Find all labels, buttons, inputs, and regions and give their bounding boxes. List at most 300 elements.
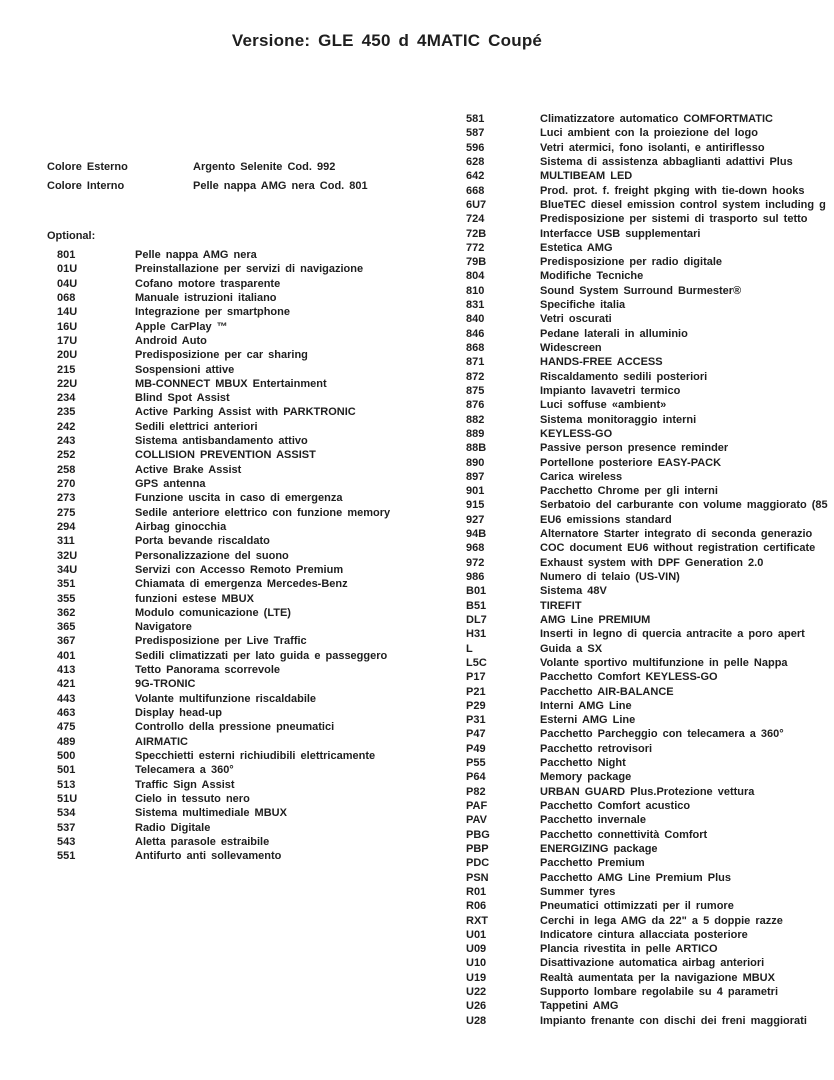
option-description: Inserti in legno di quercia antracite a poro apert <box>540 628 805 641</box>
option-code: U09 <box>466 943 487 956</box>
option-description: Tappetini AMG <box>540 1000 619 1013</box>
option-description: Pacchetto AIR-BALANCE <box>540 685 674 698</box>
option-code: 872 <box>466 370 485 383</box>
option-row <box>466 485 826 499</box>
option-row <box>466 714 826 728</box>
color-interno-row <box>47 180 368 199</box>
option-code: PBG <box>466 828 490 841</box>
option-row <box>466 800 826 814</box>
option-row <box>57 607 457 621</box>
option-code: 413 <box>57 664 76 677</box>
option-description: Manuale istruzioni italiano <box>135 291 277 304</box>
option-row <box>57 378 457 392</box>
option-description: Pacchetto Comfort acustico <box>540 800 691 812</box>
option-row <box>466 170 826 184</box>
option-description: Pelle nappa AMG nera <box>135 249 257 261</box>
option-description: Pacchetto Comfort KEYLESS-GO <box>540 671 718 684</box>
option-row <box>466 127 826 141</box>
option-code: 537 <box>57 821 76 834</box>
option-description: Sedili elettrici anteriori <box>135 420 258 433</box>
option-row <box>466 643 826 657</box>
color-esterno-value: Argento Selenite Cod. 992 <box>193 161 336 173</box>
option-row <box>57 850 457 864</box>
option-description: ENERGIZING package <box>540 842 658 855</box>
optional-heading: Optional: <box>47 230 96 242</box>
option-code: 668 <box>466 184 485 197</box>
option-description: Esterni AMG Line <box>540 714 636 727</box>
option-row <box>57 836 457 850</box>
option-code: 628 <box>466 155 485 168</box>
option-row <box>466 414 826 428</box>
option-row <box>466 242 826 256</box>
option-row <box>466 342 826 356</box>
option-description: Numero di telaio (US-VIN) <box>540 571 680 583</box>
option-row <box>466 814 826 828</box>
option-description: Realtà aumentata per la navigazione MBUX <box>540 971 775 984</box>
option-description: Sospensioni attive <box>135 363 235 376</box>
option-description: Modulo comunicazione (LTE) <box>135 606 291 619</box>
option-row <box>466 471 826 485</box>
option-row <box>466 356 826 370</box>
option-description: Alternatore Starter integrato di seconda generazio <box>540 528 813 541</box>
option-description: Predisposizione per radio digitale <box>540 256 723 269</box>
option-code: 500 <box>57 749 76 762</box>
option-description: Pacchetto retrovisori <box>540 742 653 755</box>
option-row <box>466 256 826 270</box>
option-row <box>466 399 826 413</box>
option-row <box>466 313 826 327</box>
option-row <box>466 142 826 156</box>
option-row <box>57 349 457 363</box>
option-row <box>57 678 457 692</box>
option-row <box>466 600 826 614</box>
option-row <box>57 693 457 707</box>
option-code: U01 <box>466 928 487 941</box>
option-row <box>57 449 457 463</box>
option-row <box>466 571 826 585</box>
option-row <box>466 113 826 127</box>
option-description: Display head-up <box>135 707 222 719</box>
option-row <box>466 915 826 929</box>
option-row <box>57 364 457 378</box>
option-code: RXT <box>466 914 488 927</box>
option-code: 88B <box>466 442 487 455</box>
option-code: 16U <box>57 320 78 333</box>
option-row <box>466 657 826 671</box>
option-code: R06 <box>466 900 487 913</box>
option-code: 897 <box>466 470 485 483</box>
color-interno-label: Colore Interno <box>47 180 125 192</box>
option-description: Pedane laterali in alluminio <box>540 327 688 340</box>
option-row <box>57 292 457 306</box>
option-description: AIRMATIC <box>135 735 188 748</box>
option-description: Sistema di assistenza abbaglianti adattivi Plus <box>540 155 793 168</box>
option-code: 294 <box>57 520 76 533</box>
option-row <box>57 721 457 735</box>
option-description: Impianto frenante con dischi dei freni maggiorati <box>540 1014 807 1027</box>
option-code: 534 <box>57 807 76 820</box>
option-description: Summer tyres <box>540 885 616 898</box>
option-row <box>57 321 457 335</box>
option-description: Traffic Sign Assist <box>135 778 235 791</box>
option-code: DL7 <box>466 613 487 626</box>
option-row <box>57 807 457 821</box>
option-description: Personalizzazione del suono <box>135 549 289 562</box>
option-code: P47 <box>466 728 486 741</box>
option-description: Servizi con Accesso Remoto Premium <box>135 563 344 576</box>
option-description: Preinstallazione per servizi di navigazione <box>135 263 364 276</box>
option-code: 551 <box>57 850 76 863</box>
option-row <box>466 557 826 571</box>
option-description: Indicatore cintura allacciata posteriore <box>540 928 748 941</box>
option-description: Predisposizione per sistemi di trasporto sul tetto <box>540 213 808 226</box>
option-code: 215 <box>57 363 76 376</box>
option-code: 258 <box>57 463 76 476</box>
option-description: Disattivazione automatica airbag anteriori <box>540 957 765 970</box>
option-description: Widescreen <box>540 342 602 354</box>
color-esterno-label: Colore Esterno <box>47 161 128 173</box>
option-code: 968 <box>466 542 485 555</box>
option-description: Modifiche Tecniche <box>540 270 644 283</box>
option-code: 421 <box>57 678 76 691</box>
option-row <box>466 528 826 542</box>
option-row <box>57 550 457 564</box>
option-description: Vetri atermici, fono isolanti, e antiriflesso <box>540 141 765 154</box>
option-description: Sistema multimediale MBUX <box>135 807 287 820</box>
option-row <box>466 385 826 399</box>
option-code: 068 <box>57 291 76 304</box>
option-row <box>57 263 457 277</box>
option-row <box>57 406 457 420</box>
option-code: PDC <box>466 857 490 870</box>
option-row <box>57 249 457 263</box>
option-code: 890 <box>466 456 485 469</box>
option-code: 01U <box>57 263 78 276</box>
option-description: Radio Digitale <box>135 821 211 834</box>
option-description: Pneumatici ottimizzati per il rumore <box>540 900 734 913</box>
option-code: U22 <box>466 986 487 999</box>
option-row <box>57 435 457 449</box>
option-row <box>57 764 457 778</box>
option-code: U19 <box>466 971 487 984</box>
option-row <box>466 686 826 700</box>
option-description: Cerchi in lega AMG da 22" a 5 doppie razze <box>540 914 783 927</box>
option-row <box>466 900 826 914</box>
option-description: Estetica AMG <box>540 241 613 254</box>
option-row <box>57 664 457 678</box>
option-code: 362 <box>57 606 76 619</box>
option-code: PSN <box>466 871 489 884</box>
option-code: 14U <box>57 306 78 319</box>
option-description: KEYLESS-GO <box>540 427 613 440</box>
option-code: 243 <box>57 435 76 448</box>
option-description: Exhaust system with DPF Generation 2.0 <box>540 556 764 569</box>
option-code: 986 <box>466 571 485 583</box>
option-code: P55 <box>466 757 486 770</box>
option-code: 273 <box>57 492 76 505</box>
options-column-left <box>57 249 457 864</box>
option-description: Sistema 48V <box>540 585 607 598</box>
option-code: 79B <box>466 256 487 269</box>
option-description: BlueTEC diesel emission control system including g <box>540 198 826 211</box>
option-row <box>466 829 826 843</box>
option-code: 489 <box>57 735 76 748</box>
option-code: 463 <box>57 707 76 719</box>
option-row <box>466 499 826 513</box>
option-row <box>466 228 826 242</box>
option-code: 04U <box>57 277 78 290</box>
option-description: Passive person presence reminder <box>540 442 729 455</box>
option-description: Integrazione per smartphone <box>135 306 290 319</box>
option-description: EU6 emissions standard <box>540 513 672 526</box>
option-row <box>57 535 457 549</box>
option-code: U10 <box>466 957 487 970</box>
option-row <box>466 371 826 385</box>
option-description: Aletta parasole estraibile <box>135 835 270 848</box>
option-description: COLLISION PREVENTION ASSIST <box>135 449 316 462</box>
option-description: Guida a SX <box>540 642 603 655</box>
option-row <box>466 986 826 1000</box>
option-row <box>466 771 826 785</box>
option-row <box>57 650 457 664</box>
option-description: HANDS-FREE ACCESS <box>540 356 663 369</box>
option-row <box>57 521 457 535</box>
option-code: 355 <box>57 592 76 605</box>
option-code: 868 <box>466 342 485 354</box>
option-row <box>57 793 457 807</box>
option-description: Navigatore <box>135 621 192 634</box>
option-code: 401 <box>57 649 76 662</box>
option-row <box>466 328 826 342</box>
option-description: COC document EU6 without registration certificate <box>540 542 816 555</box>
color-esterno-row <box>47 161 368 180</box>
option-description: Pacchetto Chrome per gli interni <box>540 485 718 498</box>
option-code: 367 <box>57 635 76 648</box>
option-description: Volante sportivo multifunzione in pelle Nappa <box>540 656 788 669</box>
option-row <box>466 514 826 528</box>
option-row <box>466 457 826 471</box>
option-row <box>466 614 826 628</box>
option-row <box>57 593 457 607</box>
option-description: funzioni estese MBUX <box>135 592 254 605</box>
option-row <box>466 213 826 227</box>
option-description: Tetto Panorama scorrevole <box>135 664 281 677</box>
option-row <box>57 492 457 506</box>
option-code: 901 <box>466 485 485 498</box>
option-description: Predisposizione per Live Traffic <box>135 635 307 648</box>
option-code: 581 <box>466 113 485 125</box>
option-row <box>466 442 826 456</box>
option-row <box>57 478 457 492</box>
option-code: 17U <box>57 334 78 347</box>
option-row <box>466 757 826 771</box>
option-code: 810 <box>466 284 485 297</box>
option-code: P64 <box>466 771 486 784</box>
option-code: 889 <box>466 427 485 440</box>
option-row <box>466 786 826 800</box>
option-code: 927 <box>466 513 485 526</box>
option-code: 501 <box>57 764 76 777</box>
option-code: 543 <box>57 835 76 848</box>
option-code: R01 <box>466 885 487 898</box>
option-description: Active Parking Assist with PARKTRONIC <box>135 406 356 419</box>
option-description: Luci ambient con la proiezione del logo <box>540 127 758 140</box>
option-code: 252 <box>57 449 76 462</box>
option-code: 234 <box>57 392 76 405</box>
option-description: Sound System Surround Burmester® <box>540 284 742 297</box>
color-section <box>47 161 368 199</box>
option-code: 351 <box>57 578 76 591</box>
option-row <box>466 585 826 599</box>
option-code: L5C <box>466 656 487 669</box>
option-description: Android Auto <box>135 334 207 347</box>
option-row <box>466 1000 826 1014</box>
option-code: L <box>466 642 473 655</box>
option-code: 840 <box>466 313 485 326</box>
option-code: 801 <box>57 249 76 261</box>
option-code: 34U <box>57 563 78 576</box>
option-code: 972 <box>466 556 485 569</box>
option-description: Blind Spot Assist <box>135 392 230 405</box>
option-description: Sedile anteriore elettrico con funzione memory <box>135 506 391 519</box>
option-row <box>466 857 826 871</box>
option-row <box>466 199 826 213</box>
option-description: Cielo in tessuto nero <box>135 792 250 805</box>
option-code: PAV <box>466 814 487 827</box>
option-code: B51 <box>466 599 487 612</box>
option-code: 804 <box>466 270 485 283</box>
option-row <box>57 564 457 578</box>
option-description: Specifiche italia <box>540 299 626 312</box>
option-description: Pacchetto invernale <box>540 814 646 827</box>
option-row <box>57 779 457 793</box>
option-code: 32U <box>57 549 78 562</box>
option-description: Carica wireless <box>540 470 623 483</box>
option-description: Specchietti esterni richiudibili elettricamente <box>135 749 376 762</box>
option-row <box>466 428 826 442</box>
page-title: Versione: GLE 450 d 4MATIC Coupé <box>231 31 543 50</box>
option-row <box>57 306 457 320</box>
option-description: Riscaldamento sedili posteriori <box>540 370 708 383</box>
option-code: 242 <box>57 420 76 433</box>
option-description: Volante multifunzione riscaldabile <box>135 692 317 705</box>
option-code: P17 <box>466 671 486 684</box>
option-code: 475 <box>57 721 76 734</box>
color-interno-value: Pelle nappa AMG nera Cod. 801 <box>193 180 368 192</box>
option-code: 22U <box>57 377 78 390</box>
option-row <box>466 185 826 199</box>
option-description: Antifurto anti sollevamento <box>135 850 282 863</box>
option-row <box>466 542 826 556</box>
option-row <box>57 822 457 836</box>
option-code: 513 <box>57 778 76 791</box>
option-description: Active Brake Assist <box>135 463 242 476</box>
option-description: Apple CarPlay ™ <box>135 320 228 333</box>
option-row <box>466 972 826 986</box>
option-row <box>57 392 457 406</box>
option-description: Predisposizione per car sharing <box>135 349 308 362</box>
option-row <box>466 671 826 685</box>
option-description: Portellone posteriore EASY-PACK <box>540 456 722 469</box>
option-code: PBP <box>466 842 489 855</box>
option-row <box>57 464 457 478</box>
option-row <box>57 621 457 635</box>
option-code: 772 <box>466 241 485 254</box>
option-description: TIREFIT <box>540 599 582 612</box>
option-code: B01 <box>466 585 487 598</box>
option-description: Prod. prot. f. freight pkging with tie-down hooks <box>540 184 805 197</box>
option-code: 587 <box>466 127 485 140</box>
option-code: 235 <box>57 406 76 419</box>
option-description: Luci soffuse «ambient» <box>540 399 667 412</box>
option-code: 270 <box>57 478 76 490</box>
option-code: PAF <box>466 800 488 812</box>
option-code: P82 <box>466 785 486 798</box>
option-row <box>466 270 826 284</box>
option-code: 871 <box>466 356 485 369</box>
option-description: Interni AMG Line <box>540 699 632 712</box>
option-description: Serbatoio del carburante con volume maggiorato (85 <box>540 499 828 512</box>
option-code: 275 <box>57 506 76 519</box>
option-code: P31 <box>466 714 486 727</box>
option-description: Sistema monitoraggio interni <box>540 413 697 426</box>
option-code: 831 <box>466 299 485 312</box>
option-description: MB-CONNECT MBUX Entertainment <box>135 377 327 390</box>
option-code: 882 <box>466 413 485 426</box>
option-row <box>466 156 826 170</box>
option-code: U28 <box>466 1014 487 1027</box>
option-row <box>466 929 826 943</box>
option-code: 915 <box>466 499 485 512</box>
option-description: GPS antenna <box>135 478 206 490</box>
option-row <box>466 743 826 757</box>
option-description: Memory package <box>540 771 632 784</box>
option-code: H31 <box>466 628 487 641</box>
option-row <box>466 1015 826 1029</box>
option-description: Pacchetto Premium <box>540 857 645 870</box>
option-description: Impianto lavavetri termico <box>540 384 681 397</box>
option-code: U26 <box>466 1000 487 1013</box>
option-code: 94B <box>466 528 487 541</box>
option-description: Sedili climatizzati per lato guida e passeggero <box>135 649 388 662</box>
option-code: 6U7 <box>466 198 487 211</box>
option-description: Pacchetto Parcheggio con telecamera a 360° <box>540 728 784 741</box>
option-code: 311 <box>57 535 75 548</box>
option-code: 642 <box>466 170 485 183</box>
option-code: 846 <box>466 327 485 340</box>
option-row <box>466 872 826 886</box>
option-code: 875 <box>466 384 485 397</box>
option-description: Controllo della pressione pneumatici <box>135 721 335 734</box>
options-column-right <box>466 113 826 1029</box>
option-row <box>57 635 457 649</box>
option-description: URBAN GUARD Plus.Protezione vettura <box>540 785 755 798</box>
option-description: Chiamata di emergenza Mercedes-Benz <box>135 578 348 591</box>
option-description: Cofano motore trasparente <box>135 277 281 290</box>
option-description: Climatizzatore automatico COMFORTMATIC <box>540 113 773 125</box>
option-description: Pacchetto Night <box>540 757 626 770</box>
option-row <box>57 736 457 750</box>
option-description: Airbag ginocchia <box>135 520 227 533</box>
option-row <box>57 278 457 292</box>
option-description: Telecamera a 360° <box>135 764 234 777</box>
option-code: 724 <box>466 213 485 226</box>
option-description: Vetri oscurati <box>540 313 612 326</box>
option-code: 51U <box>57 792 78 805</box>
option-code: 365 <box>57 621 76 634</box>
option-description: MULTIBEAM LED <box>540 170 633 183</box>
option-row <box>466 628 826 642</box>
